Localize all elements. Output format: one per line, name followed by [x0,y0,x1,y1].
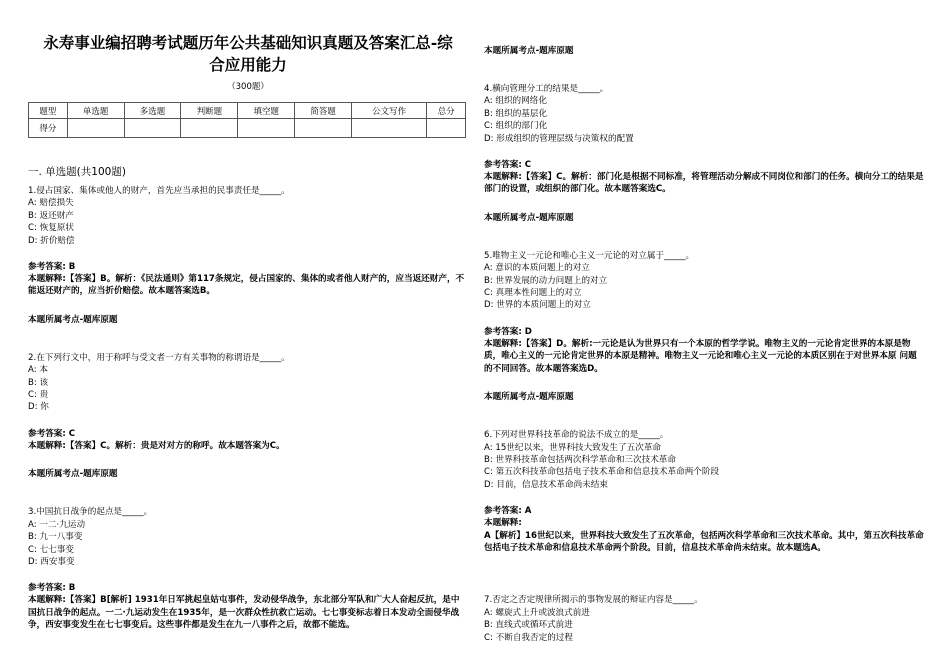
source-note: 本题所属考点-题库原题 [484,212,574,223]
source-note: 本题所属考点-题库原题 [484,46,574,56]
question-5 [484,250,924,403]
question-7 [484,594,924,644]
explanation: 本题解释:【答案】C。解析：部门化是根据不同标准，将管理活动分解成不同岗位和部门的任务。横向分工的结果是部门的设置，或组织的部门化。故本题答案选C。 [484,172,924,195]
option: A: 意识的本质问题上的对立 [484,263,590,274]
answer: 参考答案: A [484,506,532,517]
answer: 参考答案: B [28,583,76,594]
header-cell: 判断题 [181,103,238,119]
score-cell [181,119,238,138]
option: B: 该 [28,377,49,388]
option: C: 第五次科技革命包括电子技术革命和信息技术革命两个阶段 [484,467,720,478]
option: A: 组织的网络化 [484,96,547,107]
option: B: 九一八事变 [28,532,83,543]
question-stem: 2.在下列行文中，用于称呼与受文者一方有关事物的称谓语是_____。 [28,352,290,363]
option: C: 真理本性问题上的对立 [484,288,582,299]
explanation: 本题解释:【答案】B。解析：《民法通则》第117条规定，侵占国家的、集体的或者他人财产的，应当返还财产，不能返还财产的，应当折价赔偿。故本题答案选B。 [28,274,465,297]
option: B: 组织的基层化 [484,108,548,119]
option: D: 世界的本质问题上的对立 [484,300,591,311]
answer: 参考答案: B [28,262,76,273]
score-cell [427,119,466,138]
source-note: 本题所属考点-题库原题 [28,314,118,325]
title-line-2: 合应用能力 [209,55,287,74]
section-heading: 一. 单选题(共100题) [28,166,126,178]
document-title [28,32,468,76]
question-2 [28,352,468,480]
explanation: 本题解释:【答案】D。解析:一元论是认为世界只有一个本原的哲学学说。唯物主义的一元论肯定世界的本原是物 质，唯心主义的一元论肯定世界的本原是精神。唯物主义一元论和唯心主义一元论的本质区别在于对世界本原 问题的不同回答。故本题答案选D。 [484,338,917,374]
answer: 参考答案: C [484,160,532,171]
left-column [28,0,468,632]
score-cell [352,119,427,138]
question-1 [28,185,468,326]
source-note: 本题所属考点-题库原题 [484,392,574,403]
option: C: 恢复原状 [28,223,75,234]
right-column [484,0,924,644]
question-4 [484,83,924,224]
header-cell: 总分 [427,103,466,119]
question-stem: 7.否定之否定规律所揭示的事物发展的辩证内容是_____。 [484,595,703,606]
option: A: 螺旋式上升或波浪式前进 [484,607,590,618]
header-cell: 简答题 [295,103,352,119]
question-stem: 4.横向管理分工的结果是_____。 [484,84,609,94]
option: C: 不断自我否定的过程 [484,632,573,643]
option: C: 七七事变 [28,544,75,555]
score-cell [124,119,181,138]
option: C: 贵 [28,390,49,401]
score-table-score-row [29,119,466,138]
header-cell: 多选题 [124,103,181,119]
score-cell [295,119,352,138]
question-stem: 5.唯物主义一元论和唯心主义一元论的对立属于_____。 [484,250,695,261]
score-cell [238,119,295,138]
header-cell: 公文写作 [352,103,427,119]
answer: 参考答案: D [484,326,532,337]
question-6 [484,429,924,554]
question-3 [28,506,468,631]
option: D: 目前，信息技术革命尚未结束 [484,479,608,490]
option: A: 15世纪以来，世界科技大致发生了五次革命 [484,442,661,453]
score-table [28,102,466,138]
question-stem: 6.下列对世界科技革命的说法不成立的是_____。 [484,430,669,441]
option: C: 组织的部门化 [484,121,548,132]
question-stem: 1.侵占国家、集体或他人的财产，首先应当承担的民事责任是_____。 [28,186,290,196]
score-table-header-row [29,103,466,119]
option: B: 返还财产 [28,210,74,221]
header-cell: 题型 [29,103,68,119]
option: D: 折价赔偿 [28,235,75,246]
option: B: 世界发展的动力问题上的对立 [484,275,608,286]
option: A: 一二·九运动 [28,519,86,530]
question-stem: 3.中国抗日战争的起点是_____。 [28,507,153,518]
explanation-label: 本题解释: [484,518,522,529]
title-line-1: 永寿事业编招聘考试题历年公共基础知识真题及答案汇总-综 [43,33,453,52]
option: D: 你 [28,402,49,413]
row-label: 得分 [29,119,68,138]
option: B: 世界科技革命包括两次科学革命和三次技术革命 [484,454,676,465]
source-note: 本题所属考点-题库原题 [28,469,118,480]
option: B: 直线式或循环式前进 [484,620,573,631]
header-cell: 单选题 [67,103,124,119]
option: A: 本 [28,365,48,376]
explanation: 本题解释:【答案】C。解析：贵是对对方的称呼。故本题答案为C。 [28,440,285,451]
score-cell [67,119,124,138]
answer: 参考答案: C [28,428,76,439]
option: D: 形成组织的管理层级与决策权的配置 [484,133,634,144]
option: D: 西安事变 [28,556,75,567]
option: A: 赔偿损失 [28,198,74,209]
explanation: 本题解释:【答案】B[解析] 1931年日军挑起皇姑屯事件，发动侵华战争，东北部分军队和广大人奋起反抗，是中国抗日战争的起点。一二·九运动发生在1935年，是一次群众性抗救亡运动。七七事变标志着日本发动全面侵华战争，西安事变发生在七七事变后。这些事件都是发生在九一八事件之后，故都不能选。 [28,595,460,631]
header-cell: 填空题 [238,103,295,119]
explanation: A【解析】16世纪以来，世界科技大致发生了五次革命，包括两次科学革命和三次技术革命。其中，第五次科技革命包括电子技术革命和信息技术革命两个阶段。目前，信息技术革命尚未结束。故本题选A。 [484,530,924,553]
question-count: （300题） [227,82,269,92]
